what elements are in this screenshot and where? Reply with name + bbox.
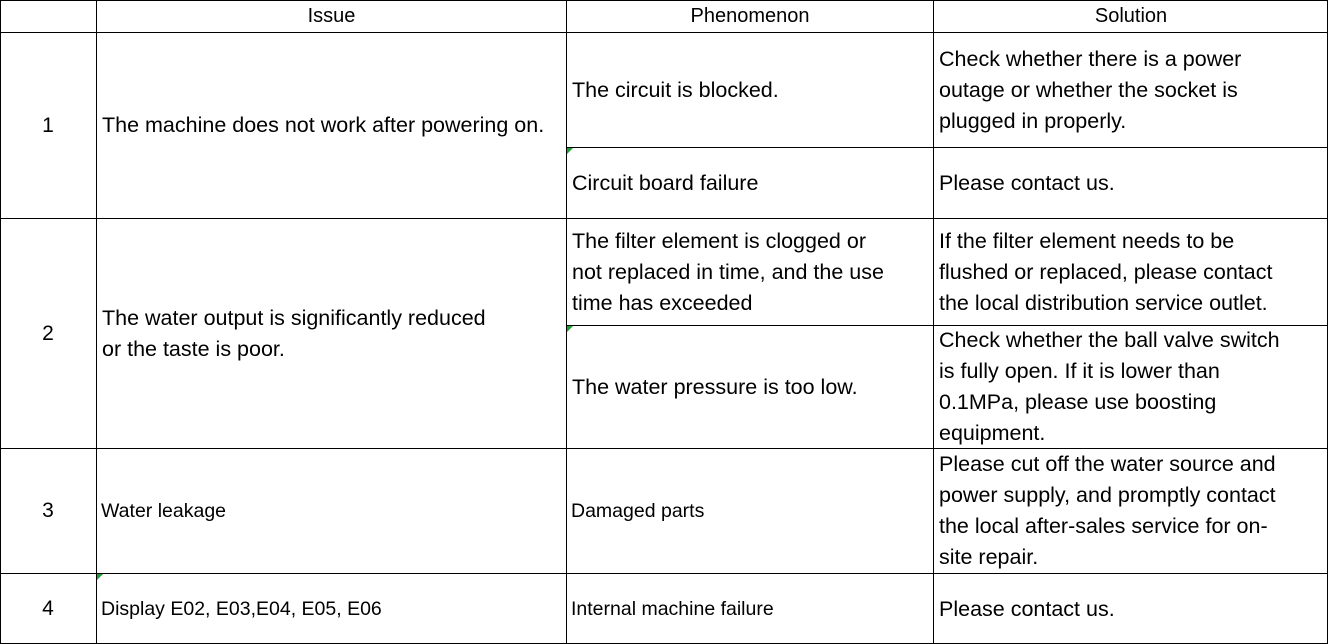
- grid-line-left: [0, 0, 1, 644]
- grid-line-row-3: [0, 573, 1328, 574]
- row-2-solution-1: If the filter element needs to be flushed or replaced, please contact the local distribution service outlet.: [934, 219, 1328, 325]
- row-2-solution-2: Check whether the ball valve switch is fully open. If it is lower than 0.1MPa, please use boosting equipment.: [934, 326, 1328, 448]
- row-1-phenomenon-1: The circuit is blocked.: [567, 33, 933, 147]
- comment-marker-icon: [567, 326, 573, 332]
- grid-line-row-2-split: [567, 325, 1328, 326]
- row-2-phenomenon-2: The water pressure is too low.: [567, 326, 933, 448]
- header-number: [0, 0, 96, 32]
- row-4-issue: Display E02, E03,E04, E05, E06: [97, 574, 566, 644]
- header-issue: Issue: [97, 0, 566, 32]
- row-2-phenomenon-1: The filter element is clogged or not replaced in time, and the use time has exceeded: [567, 219, 933, 325]
- row-1-issue: The machine does not work after powering on.: [97, 33, 566, 218]
- row-4-phenomenon: Internal machine failure: [567, 574, 933, 644]
- row-1-phenomenon-2: Circuit board failure: [567, 148, 933, 218]
- grid-line-col-3: [933, 0, 934, 644]
- row-3-phenomenon: Damaged parts: [567, 449, 933, 573]
- row-1-solution-2: Please contact us.: [934, 148, 1328, 218]
- header-phenomenon: Phenomenon: [567, 0, 933, 32]
- comment-marker-icon: [97, 574, 103, 580]
- grid-line-top: [0, 0, 1328, 1]
- row-1-solution-1: Check whether there is a power outage or whether the socket is plugged in properly.: [934, 33, 1328, 147]
- row-3-solution: Please cut off the water source and power supply, and promptly contact the local after-sales service for on- site repair.: [934, 449, 1328, 573]
- grid-line-row-2: [0, 448, 1328, 449]
- row-1-number: 1: [0, 33, 96, 218]
- row-2-issue: The water output is significantly reduced or the taste is poor.: [97, 219, 566, 448]
- row-4-solution: Please contact us.: [934, 574, 1328, 644]
- comment-marker-icon: [567, 148, 573, 154]
- grid-line-col-2: [566, 0, 567, 644]
- row-3-issue: Water leakage: [97, 449, 566, 573]
- row-3-number: 3: [0, 449, 96, 573]
- grid-line-header: [0, 32, 1328, 33]
- row-2-number: 2: [0, 219, 96, 448]
- grid-line-row-1-split: [567, 147, 1328, 148]
- grid-line-col-1: [96, 0, 97, 644]
- row-4-number: 4: [0, 574, 96, 644]
- header-solution: Solution: [934, 0, 1328, 32]
- grid-line-row-1: [0, 218, 1328, 219]
